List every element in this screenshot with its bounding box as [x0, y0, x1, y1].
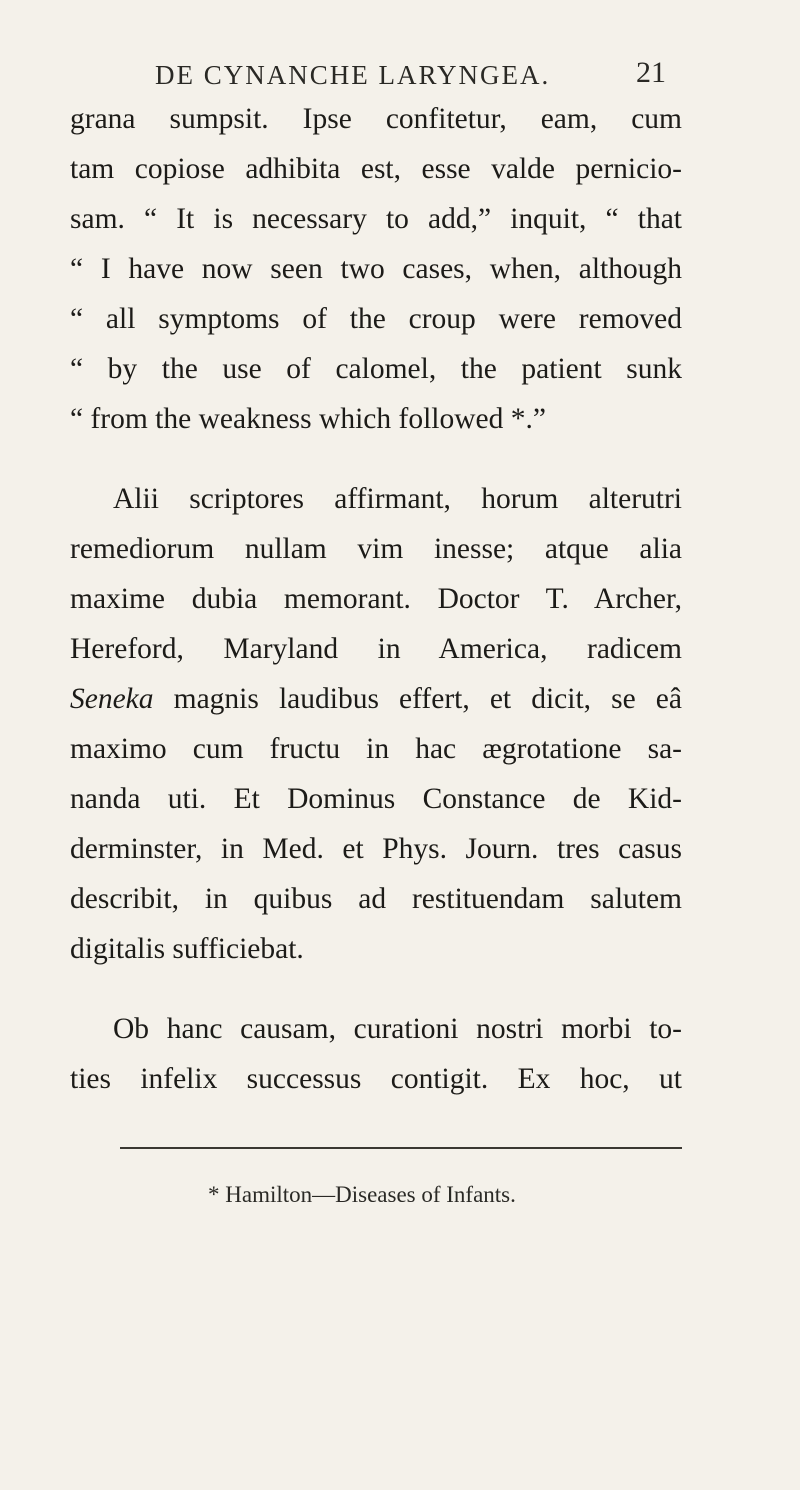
paragraph-2-line-2: remediorum nullam vim inesse; atque alia: [70, 533, 682, 565]
paragraph-2-line-3: maxime dubia memorant. Doctor T. Archer,: [70, 583, 682, 615]
paragraph-2-line-5-rest: magnis laudibus effert, et dicit, se eâ: [153, 683, 682, 715]
page-number: 21: [636, 56, 666, 89]
paragraph-2-line-9: describit, in quibus ad restituendam salutem: [70, 883, 682, 915]
paragraph-1-line-4: “ I have now seen two cases, when, although: [70, 253, 682, 285]
paragraph-2-line-1: Alii scriptores affirmant, horum alterutri: [113, 483, 682, 515]
paragraph-1-line-1: grana sumpsit. Ipse confitetur, eam, cum: [70, 103, 682, 135]
paragraph-2-line-8: derminster, in Med. et Phys. Journ. tres casus: [70, 833, 682, 865]
running-title: DE CYNANCHE LARYNGEA.: [155, 60, 551, 90]
paragraph-3-line-2: ties infelix successus contigit. Ex hoc, ut: [70, 1063, 682, 1095]
seneka-italic: Seneka: [70, 683, 154, 715]
paragraph-2-line-4: Hereford, Maryland in America, radicem: [70, 633, 682, 665]
paragraph-3-line-1: Ob hanc causam, curationi nostri morbi to-: [113, 1013, 682, 1045]
paragraph-1-line-7: “ from the weakness which followed *.”: [70, 403, 546, 435]
footnote-rule: [120, 1147, 682, 1149]
paragraph-2-line-6: maximo cum fructu in hac ægrotatione sa-: [70, 733, 682, 765]
paragraph-2-line-10: digitalis sufficiebat.: [70, 933, 304, 965]
footnote: * Hamilton—Diseases of Infants.: [208, 1182, 516, 1207]
paragraph-2-line-5: [70, 680, 682, 718]
paragraph-1-line-5: “ all symptoms of the croup were removed: [70, 303, 682, 335]
paragraph-1-line-3: sam. “ It is necessary to add,” inquit, “ that: [70, 203, 682, 235]
paragraph-1-line-2: tam copiose adhibita est, esse valde pernicio-: [70, 153, 682, 185]
paragraph-2-line-7: nanda uti. Et Dominus Constance de Kid-: [70, 783, 682, 815]
paragraph-1-line-6: “ by the use of calomel, the patient sunk: [70, 353, 682, 385]
